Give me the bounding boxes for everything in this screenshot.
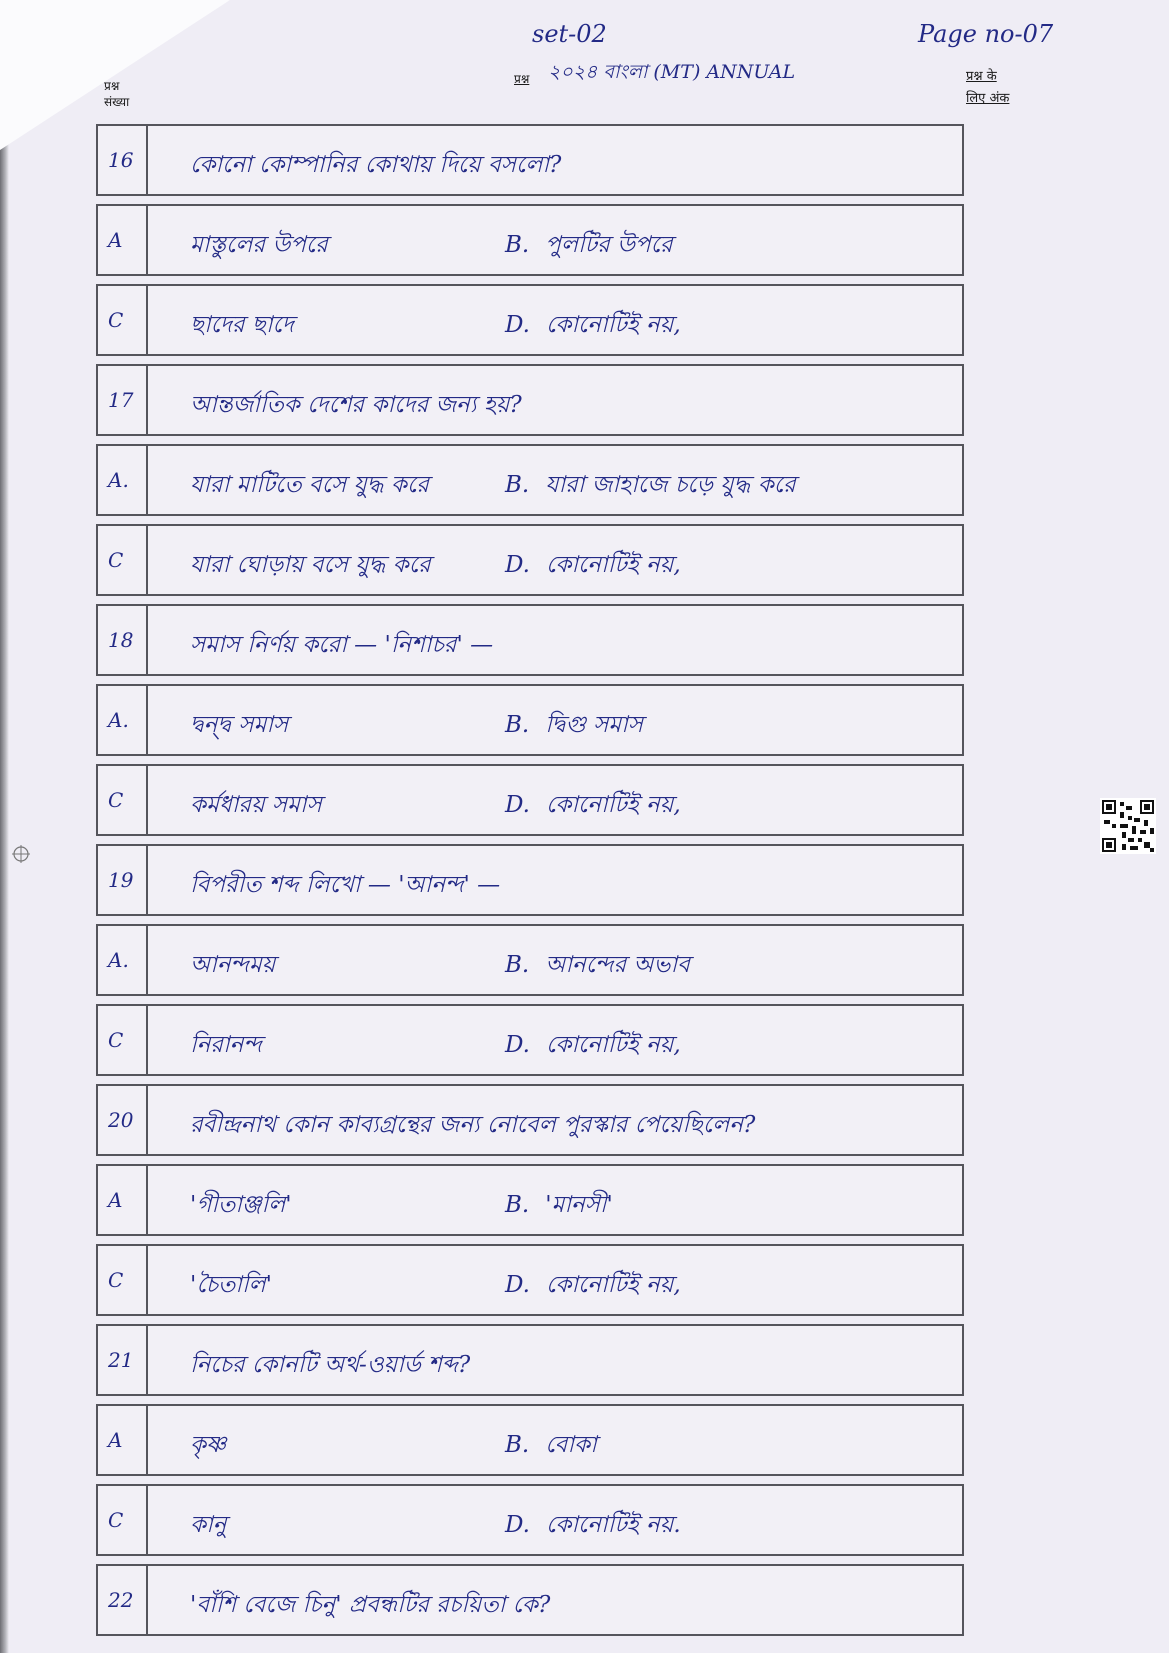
option-left-text: কর্মধারয় সমাস [190, 792, 322, 818]
row-number: C [108, 1268, 124, 1292]
option-right-label: B. [505, 712, 530, 738]
row-number-cell [98, 1566, 148, 1634]
row-number-cell [98, 526, 148, 594]
row-text-cell [150, 926, 962, 994]
row-number: C [108, 788, 124, 812]
row-text-cell [150, 206, 962, 274]
option-right [505, 946, 690, 985]
row-number: 21 [108, 1348, 134, 1372]
row-number: C [108, 548, 124, 572]
row-number: C [108, 1028, 124, 1052]
option-right-label: B. [505, 1192, 530, 1218]
option-right [505, 1026, 681, 1065]
row-number: A [108, 1188, 123, 1212]
option-left-text: ছাদের ছাদে [190, 312, 294, 338]
option-right-text: কোনোটিই নয়, [545, 312, 681, 338]
answer-row [96, 1484, 964, 1556]
option-right-label: D. [505, 792, 530, 818]
option-right [505, 466, 796, 505]
answer-row [96, 1164, 964, 1236]
option-right [505, 226, 672, 265]
option-right-label: B. [505, 952, 530, 978]
answer-row [96, 764, 964, 836]
question-text: নিচের কোনটি অর্থ-ওয়ার্ড শব্দ? [190, 1352, 471, 1378]
row-text-cell [150, 846, 962, 914]
question-text: কোনো কোম্পানির কোথায় দিয়ে বসলো? [190, 152, 562, 178]
option-left-text: যারা মাটিতে বসে যুদ্ধ করে [190, 472, 429, 498]
marks-heading-line-2: लिए अंक [966, 91, 1010, 106]
page-number: Page no-07 [918, 20, 1054, 48]
answer-row [96, 1004, 964, 1076]
row-number-cell [98, 1246, 148, 1314]
row-number: 20 [108, 1108, 134, 1132]
option-right [505, 786, 681, 825]
row-number: A. [108, 708, 129, 732]
question-heading: प्रश्न [514, 72, 530, 86]
answer-row [96, 204, 964, 276]
answer-row [96, 844, 964, 916]
option-right-label: B. [505, 232, 530, 258]
row-text-cell [150, 1566, 962, 1634]
question-number-heading [104, 78, 129, 110]
row-number-cell [98, 1166, 148, 1234]
row-text-cell [150, 1486, 962, 1554]
row-text-cell [150, 766, 962, 834]
option-left-text: মাস্তুলের উপরে [190, 232, 328, 258]
row-number-cell [98, 846, 148, 914]
row-number: C [108, 1508, 124, 1532]
row-text-cell [150, 1086, 962, 1154]
option-right-text: কোনোটিই নয়, [545, 552, 681, 578]
row-text-cell [150, 526, 962, 594]
option-right [505, 546, 681, 585]
answer-row [96, 924, 964, 996]
option-right [505, 306, 681, 345]
row-number-cell [98, 1006, 148, 1074]
marks-heading-line-1: प्रश्न के [966, 69, 997, 84]
option-right-text: দ্বিগু সমাস [545, 712, 644, 738]
row-text-cell [150, 1166, 962, 1234]
question-text: সমাস নির্ণয় করো — 'নিশাচর' — [190, 632, 494, 658]
option-left-text: দ্বন্দ্ব সমাস [190, 712, 289, 738]
row-text-cell [150, 126, 962, 194]
option-right-text: কোনোটিই নয়. [545, 1512, 681, 1538]
answer-row [96, 1084, 964, 1156]
qno-heading-line-2: संख्या [104, 95, 130, 109]
answer-row [96, 524, 964, 596]
row-number: 19 [108, 868, 134, 892]
answer-row [96, 1404, 964, 1476]
option-right-label: D. [505, 1512, 530, 1538]
option-right-label: D. [505, 1032, 530, 1058]
option-right [505, 1266, 681, 1305]
option-right-text: আনন্দের অভাব [545, 952, 690, 978]
option-right-label: D. [505, 312, 530, 338]
question-text: রবীন্দ্রনাথ কোন কাব্যগ্রন্থের জন্য নোবেল পুরস্কার পেয়েছিলেন? [190, 1112, 756, 1138]
answer-row [96, 444, 964, 516]
scan-edge-shadow [0, 0, 9, 1653]
row-number: C [108, 308, 124, 332]
marks-heading [966, 66, 1009, 110]
option-right-text: 'মানসী' [545, 1192, 613, 1218]
option-right-text: বোকা [545, 1432, 597, 1458]
row-text-cell [150, 686, 962, 754]
answer-row [96, 1324, 964, 1396]
registration-mark-icon [12, 845, 30, 863]
option-right-text: যারা জাহাজে চড়ে যুদ্ধ করে [545, 472, 796, 498]
option-left-text: যারা ঘোড়ায় বসে যুদ্ধ করে [190, 552, 431, 578]
answer-row [96, 684, 964, 756]
row-number-cell [98, 126, 148, 194]
option-left-text: 'চৈতালি' [190, 1272, 273, 1298]
row-text-cell [150, 286, 962, 354]
row-number-cell [98, 926, 148, 994]
answer-row [96, 604, 964, 676]
paper-title-line: ২০২৪ বাংলা (MT) ANNUAL [548, 61, 796, 83]
row-number-cell [98, 1406, 148, 1474]
row-text-cell [150, 1406, 962, 1474]
set-label: set-02 [532, 20, 607, 48]
option-right-text: কোনোটিই নয়, [545, 1032, 681, 1058]
answer-row [96, 124, 964, 196]
option-right [505, 1426, 597, 1465]
row-number: A. [108, 948, 129, 972]
question-text: 'বাঁশি বেজে চিনু' প্রবন্ধটির রচয়িতা কে? [190, 1592, 551, 1618]
option-right-text: পুলটির উপরে [545, 232, 673, 258]
answer-row [96, 284, 964, 356]
option-left-text: নিরানন্দ [190, 1032, 262, 1058]
option-right-label: B. [505, 472, 530, 498]
row-text-cell [150, 1326, 962, 1394]
answer-row [96, 1244, 964, 1316]
option-right-text: কোনোটিই নয়, [545, 1272, 681, 1298]
option-right-label: B. [505, 1432, 530, 1458]
row-number: 17 [108, 388, 134, 412]
row-number: A [108, 228, 123, 252]
row-text-cell [150, 606, 962, 674]
row-number: 16 [108, 148, 134, 172]
row-number-cell [98, 686, 148, 754]
question-text: বিপরীত শব্দ লিখো — 'আনন্দ' — [190, 872, 501, 898]
option-right-label: D. [505, 1272, 530, 1298]
row-number-cell [98, 1086, 148, 1154]
option-right [505, 1186, 613, 1225]
option-right [505, 706, 643, 745]
row-number: A [108, 1428, 123, 1452]
row-number-cell [98, 1486, 148, 1554]
option-right-label: D. [505, 552, 530, 578]
row-number-cell [98, 286, 148, 354]
row-number-cell [98, 446, 148, 514]
qno-heading-line-1: प्रश्न [104, 79, 120, 93]
row-text-cell [150, 446, 962, 514]
row-number: 18 [108, 628, 134, 652]
row-number-cell [98, 1326, 148, 1394]
row-number: A. [108, 468, 129, 492]
option-right [505, 1506, 681, 1545]
question-text: আন্তর্জাতিক দেশের কাদের জন্য হয়? [190, 392, 522, 418]
option-left-text: কানু [190, 1512, 227, 1538]
row-number: 22 [108, 1588, 134, 1612]
row-text-cell [150, 1246, 962, 1314]
row-number-cell [98, 766, 148, 834]
qr-code-icon [1100, 798, 1156, 854]
row-number-cell [98, 206, 148, 274]
option-left-text: কৃষ্ণ [190, 1432, 227, 1458]
row-text-cell [150, 366, 962, 434]
option-right-text: কোনোটিই নয়, [545, 792, 681, 818]
answer-table [96, 124, 964, 1644]
row-number-cell [98, 366, 148, 434]
option-left-text: আনন্দময় [190, 952, 276, 978]
option-left-text: 'গীতাঞ্জলি' [190, 1192, 292, 1218]
answer-row [96, 1564, 964, 1636]
answer-row [96, 364, 964, 436]
row-number-cell [98, 606, 148, 674]
row-text-cell [150, 1006, 962, 1074]
